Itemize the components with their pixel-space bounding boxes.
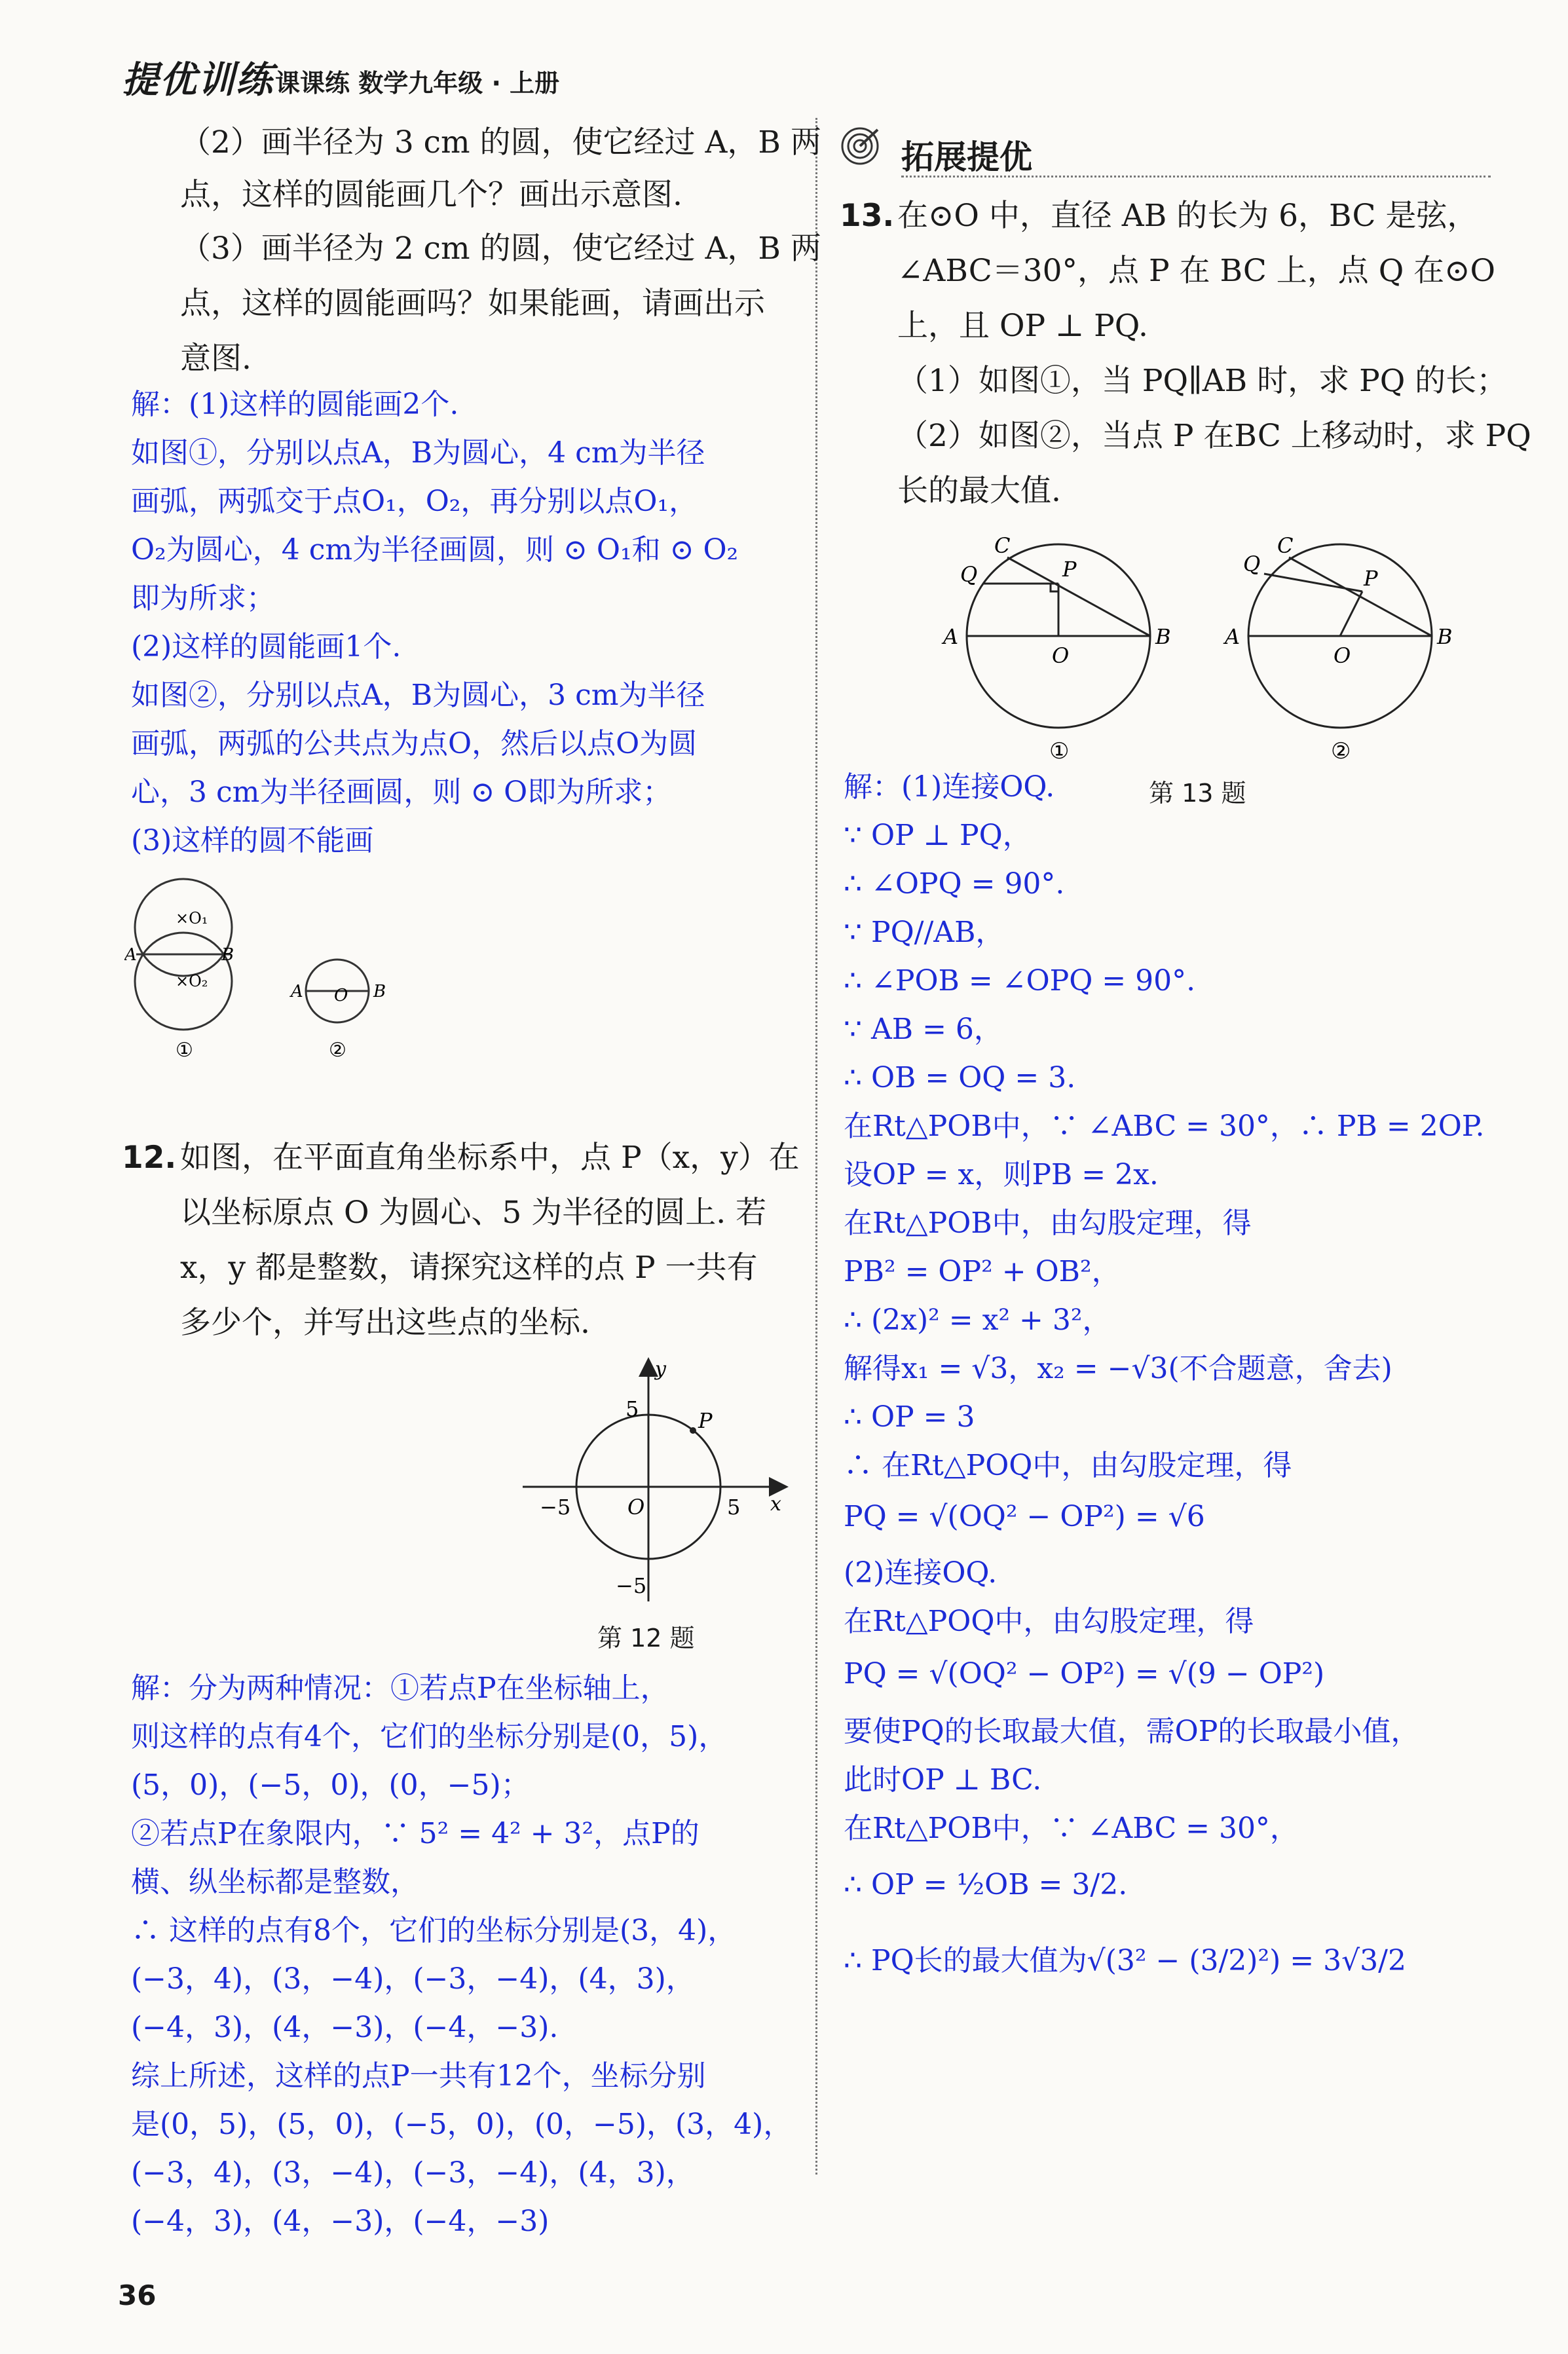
page-number: 36 — [118, 2279, 157, 2311]
fig13-2-a: A — [1225, 624, 1241, 649]
q12-line: x，y 都是整数，请探究这样的点 P 一共有 — [180, 1250, 758, 1286]
header-subtitle: 课课练 数学九年级 · 上册 — [275, 69, 560, 98]
fig13-1-o: O — [1052, 643, 1070, 668]
answer-line: ∴ OP = ½OB = 3/2. — [844, 1868, 1128, 1901]
answer-line: 解：分为两种情况：①若点P在坐标轴上， — [131, 1672, 669, 1705]
fig13-1-b: B — [1155, 624, 1171, 649]
q11-line: （2）画半径为 3 cm 的圆，使它经过 A，B 两 — [180, 124, 821, 160]
fig13-2-p: P — [1364, 566, 1378, 591]
target-icon — [840, 126, 880, 166]
q11-line: 点，这样的圆能画几个？画出示意图. — [180, 177, 682, 213]
q11-line: 意图. — [180, 341, 252, 377]
fig12-origin: O — [627, 1495, 645, 1520]
fig11-b2: B — [373, 982, 386, 1001]
answer-line: (2)这样的圆能画1个. — [131, 630, 401, 663]
q11-line: （3）画半径为 2 cm 的圆，使它经过 A，B 两 — [180, 231, 821, 267]
answer-line: PB² = OP² + OB²， — [844, 1255, 1121, 1288]
answer-line: O₂为圆心，4 cm为半径画圆，则 ⊙ O₁和 ⊙ O₂ — [131, 533, 739, 567]
answer-line: (3)这样的圆不能画 — [131, 824, 374, 857]
q12-line: 以坐标原点 O 为圆心、5 为半径的圆上. 若 — [180, 1195, 767, 1231]
fig12-tick-5-right: 5 — [727, 1495, 741, 1520]
answer-line: 在Rt△POQ中，由勾股定理，得 — [844, 1605, 1254, 1638]
answer-line: ∴ 这样的点有8个，它们的坐标分别是(3，4)， — [131, 1914, 737, 1947]
fig13-label-1: ① — [1049, 738, 1070, 764]
fig11-o: O — [334, 986, 348, 1005]
fig11-b1: B — [221, 945, 234, 965]
answer-line: (−3，4)，(3，−4)，(−3，−4)，(4，3)， — [131, 2156, 695, 2190]
answer-line: ②若点P在象限内，∵ 5² = 4² + 3²，点P的 — [131, 1817, 700, 1850]
fig11-label-2: ② — [329, 1039, 346, 1061]
answer-line: ∵ OP ⊥ PQ， — [844, 819, 1032, 852]
figure-11 — [124, 871, 413, 1061]
section-underline — [901, 176, 1491, 177]
fig13-1-c: C — [994, 533, 1011, 558]
q13-line: （1）如图①，当 PQ∥AB 时，求 PQ 的长； — [897, 363, 1508, 399]
answer-line: 解：(1)这样的圆能画2个. — [131, 388, 459, 421]
answer-line: (2)连接OQ. — [844, 1556, 998, 1590]
answer-line: 解得x₁ = √3，x₂ = −√3(不合题意，舍去) — [844, 1352, 1392, 1385]
answer-line: ∴ (2x)² = x² + 3²， — [844, 1303, 1111, 1337]
fig11-a2: A — [291, 982, 303, 1001]
answer-line: 此时OP ⊥ BC. — [844, 1763, 1042, 1797]
answer-line: 是(0，5)，(5，0)，(−5，0)，(0，−5)，(3，4)， — [131, 2108, 793, 2141]
answer-line: (−4，3)，(4，−3)，(−4，−3) — [131, 2205, 550, 2238]
answer-line: ∴ ∠OPQ = 90°. — [844, 867, 1065, 901]
answer-line: PQ = √(OQ² − OP²) = √(9 − OP²) — [844, 1657, 1325, 1691]
answer-line: 解：(1)连接OQ. — [844, 770, 1055, 804]
q12-number: 12. — [122, 1140, 177, 1176]
fig13-1-a: A — [943, 624, 959, 649]
header-brand: 提优训练 — [122, 59, 274, 102]
fig12-tick-neg5-bottom: −5 — [616, 1573, 647, 1598]
fig12-x-label: x — [770, 1493, 781, 1516]
q13-line: 在⊙O 中，直径 AB 的长为 6，BC 是弦， — [897, 198, 1478, 234]
fig11-o1: ×O₁ — [176, 909, 208, 927]
q13-line: 上，且 OP ⊥ PQ. — [897, 308, 1148, 344]
answer-line: 即为所求； — [131, 582, 275, 615]
answer-line: PQ = √(OQ² − OP²) = √6 — [844, 1500, 1205, 1533]
answer-line: ∵ PQ//AB， — [844, 916, 1005, 949]
fig11-a1: A — [124, 945, 137, 965]
answer-line: 横、纵坐标都是整数， — [131, 1865, 419, 1899]
answer-line: 在Rt△POB中，由勾股定理，得 — [844, 1206, 1252, 1240]
answer-line: (−4，3)，(4，−3)，(−4，−3). — [131, 2011, 559, 2044]
figure-12 — [517, 1349, 806, 1611]
answer-line: 在Rt△POB中，∵ ∠ABC = 30°，∴ PB = 2OP. — [844, 1110, 1485, 1143]
answer-line: 要使PQ的长取最大值，需OP的长取最小值， — [844, 1715, 1420, 1748]
answer-line: 在Rt△POB中，∵ ∠ABC = 30°， — [844, 1812, 1299, 1845]
answer-line: ∴ ∠POB = ∠OPQ = 90°. — [844, 964, 1196, 998]
answer-line: (−3，4)，(3，−4)，(−3，−4)，(4，3)， — [131, 1962, 695, 1996]
answer-line: 如图①，分别以点A，B为圆心，4 cm为半径 — [131, 436, 705, 470]
fig13-caption: 第 13 题 — [1149, 779, 1246, 808]
fig11-o2: ×O₂ — [176, 972, 208, 990]
answer-line: 则这样的点有4个，它们的坐标分别是(0，5)， — [131, 1720, 728, 1753]
answer-line: 综上所述，这样的点P一共有12个，坐标分别 — [131, 2059, 706, 2093]
figure-13 — [937, 528, 1474, 770]
q13-number: 13. — [840, 198, 895, 234]
fig13-2-q: Q — [1243, 551, 1261, 576]
answer-line: ∴ 在Rt△POQ中，由勾股定理，得 — [844, 1449, 1292, 1482]
answer-line: ∵ AB = 6， — [844, 1013, 1003, 1046]
answer-line: 心，3 cm为半径画圆，则 ⊙ O即为所求； — [131, 775, 672, 809]
answer-line: 如图②，分别以点A，B为圆心，3 cm为半径 — [131, 679, 705, 712]
section-title: 拓展提优 — [901, 138, 1032, 176]
answer-line: ∴ OB = OQ = 3. — [844, 1061, 1076, 1094]
q12-line: 多少个，并写出这些点的坐标. — [180, 1305, 590, 1341]
fig12-caption: 第 12 题 — [597, 1624, 695, 1653]
q12-line: 如图，在平面直角坐标系中，点 P（x，y）在 — [180, 1140, 800, 1176]
fig13-2-c: C — [1277, 533, 1294, 558]
fig13-1-p: P — [1062, 557, 1077, 582]
fig13-2-o: O — [1334, 643, 1351, 668]
fig12-tick-5-top: 5 — [625, 1396, 639, 1421]
answer-line: 画弧，两弧交于点O₁，O₂，再分别以点O₁， — [131, 485, 698, 518]
answer-line: ∴ OP = 3 — [844, 1400, 975, 1434]
answer-line: 设OP = x，则PB = 2x. — [844, 1158, 1159, 1191]
answer-line: (5，0)，(−5，0)，(0，−5)； — [131, 1768, 530, 1802]
answer-line: 画弧，两弧的公共点为点O，然后以点O为圆 — [131, 727, 698, 760]
q13-line: ∠ABC＝30°，点 P 在 BC 上，点 Q 在⊙O — [897, 253, 1496, 289]
fig13-1-q: Q — [960, 562, 978, 587]
fig13-2-b: B — [1437, 624, 1453, 649]
q11-line: 点，这样的圆能画吗？如果能画，请画出示 — [180, 286, 765, 322]
fig12-point-p: P — [698, 1408, 713, 1433]
answer-line: ∴ PQ长的最大值为√(3² − (3/2)²) = 3√3/2 — [844, 1944, 1406, 1977]
fig11-label-1: ① — [176, 1039, 193, 1061]
fig12-tick-neg5-left: −5 — [540, 1495, 571, 1520]
q13-line: （2）如图②，当点 P 在BC 上移动时，求 PQ — [897, 418, 1531, 454]
column-divider — [815, 118, 817, 2175]
q13-line: 长的最大值. — [897, 473, 1061, 509]
fig12-y-label: y — [655, 1358, 666, 1381]
fig13-label-2: ② — [1331, 738, 1351, 764]
